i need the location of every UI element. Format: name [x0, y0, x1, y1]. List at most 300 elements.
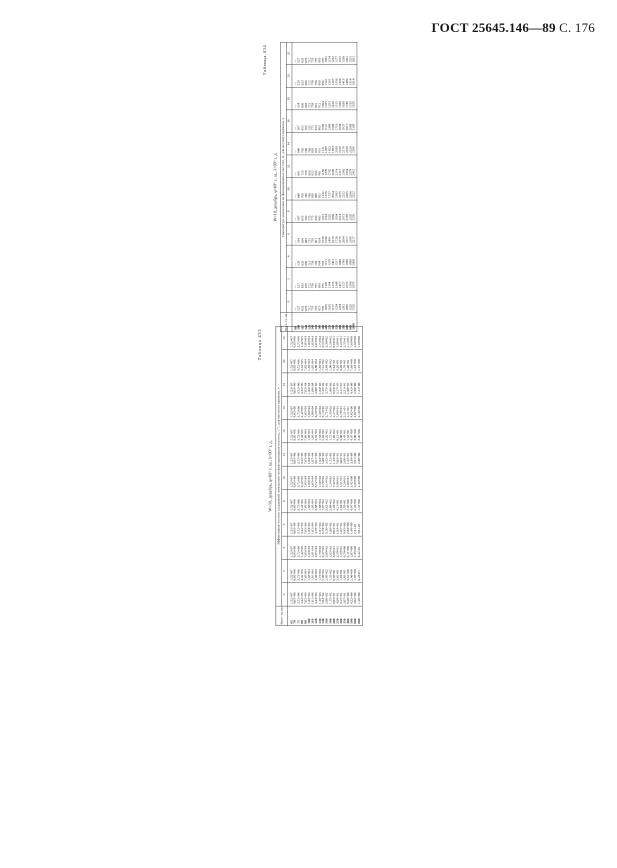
value-cell: 1,78+03	[318, 536, 322, 559]
value-cell: 3,42+05	[300, 443, 304, 466]
value-cell: 633	[301, 65, 304, 88]
value-cell: 655	[301, 200, 304, 223]
value-cell: 1194	[328, 268, 331, 291]
value-cell: 633	[301, 245, 304, 268]
value-cell: 3,23+03	[314, 396, 318, 419]
value-cell: 2230	[352, 200, 357, 223]
value-cell: 820	[314, 200, 317, 223]
value-cell: 2130	[338, 132, 341, 155]
height-cell: 75	[297, 606, 301, 626]
table-caption: Температура электронов на фиксированных высотах, К, для местного времени, ч	[280, 42, 286, 313]
time-column-header: 6	[282, 513, 288, 536]
value-cell: 3,61+03	[314, 443, 318, 466]
value-cell: 8,05+06	[293, 513, 297, 536]
value-cell: 2,90+00	[353, 373, 357, 396]
value-cell: 3,52+02	[325, 443, 329, 466]
value-cell: 1,83+04	[307, 396, 311, 419]
value-cell: 633	[301, 268, 304, 291]
value-cell: 4,26+01	[336, 350, 340, 373]
value-cell: 4,07+00	[350, 489, 354, 512]
value-cell: 1,49+03	[318, 396, 322, 419]
value-cell: 2038	[335, 132, 338, 155]
value-cell: 1,52+07	[288, 559, 294, 582]
value-cell: 1392	[342, 290, 345, 313]
value-cell: 9,05+01	[332, 583, 336, 606]
value-cell: 3,42+05	[300, 489, 304, 512]
value-cell: 1,52+07	[288, 396, 294, 419]
value-cell: 7,05+04	[304, 373, 308, 396]
value-cell: —	[292, 290, 297, 313]
value-cell: 4,11+00	[346, 536, 350, 559]
value-cell: 8,83+01	[332, 559, 336, 582]
height-column-header: Высо- та, км	[276, 606, 288, 626]
value-cell: 5,51+00	[346, 559, 350, 582]
value-cell: 1,58+01	[339, 536, 343, 559]
value-cell: 1,05+04	[311, 466, 315, 489]
value-cell: 2286	[349, 177, 352, 200]
value-cell: 3,78+03	[314, 513, 318, 536]
value-cell: 7,05+04	[304, 350, 308, 373]
value-cell: 1000	[321, 110, 324, 133]
value-cell: 3,72+06	[297, 420, 301, 443]
value-cell: 2,85+02	[325, 559, 329, 582]
value-cell: 1,52+07	[288, 489, 294, 512]
value-cell: 1806	[331, 200, 334, 223]
value-cell: 3,15+01	[339, 583, 343, 606]
value-cell: 1180	[321, 155, 324, 178]
value-cell: 679	[304, 42, 307, 65]
value-cell: 3,80+00	[353, 420, 357, 443]
time-column-header: 0	[282, 583, 288, 606]
value-cell: 1450	[345, 290, 348, 313]
value-cell: 1520	[349, 290, 352, 313]
value-cell: 1670	[352, 268, 357, 291]
value-cell: 2,86+00	[357, 443, 362, 466]
value-cell: 1586	[338, 87, 341, 110]
value-cell: 1,63+03	[318, 443, 322, 466]
value-cell: 2,60+00	[353, 326, 357, 349]
value-cell: 5,17+01	[336, 373, 340, 396]
value-cell: 567	[297, 200, 300, 223]
value-cell: 9,45+00	[343, 513, 347, 536]
value-cell: 3,88+03	[314, 489, 318, 512]
value-cell: 8,05+06	[293, 466, 297, 489]
value-cell: 993	[321, 245, 324, 268]
value-cell: 1,86+02	[329, 373, 333, 396]
value-cell: 2,86+02	[325, 583, 329, 606]
value-cell: 1,75+02	[329, 583, 333, 606]
value-cell: 8,42+00	[350, 373, 354, 396]
value-cell: 1,60+02	[329, 513, 333, 536]
value-cell: 1520	[352, 290, 357, 313]
value-cell: 1,52+07	[288, 420, 294, 443]
value-cell: 780	[307, 177, 310, 200]
value-cell: 740	[304, 177, 307, 200]
value-cell: 1,52+07	[288, 326, 294, 349]
value-cell: 900	[318, 65, 321, 88]
value-cell: 1,01+04	[311, 536, 315, 559]
value-cell: 1648	[338, 245, 341, 268]
value-cell: 1,33+02	[329, 396, 333, 419]
value-cell: 1491	[328, 223, 331, 246]
table-title: W=10, декабрь, φ=60° с. ш., λ=90° з. д.	[268, 440, 273, 512]
value-cell: 1,72+02	[329, 443, 333, 466]
value-cell: 7,35+02	[321, 373, 325, 396]
value-cell: 1121	[325, 110, 328, 133]
value-cell: 4,81-01	[357, 513, 362, 536]
value-cell: 1108	[328, 290, 331, 313]
value-cell: 1,06+04	[311, 396, 315, 419]
height-cell: 160	[318, 313, 321, 332]
value-cell: —	[292, 132, 297, 155]
value-cell: 7,05+04	[304, 513, 308, 536]
value-cell: 3,72+06	[297, 466, 301, 489]
value-cell: 756	[311, 65, 314, 88]
value-cell: 1,11+01	[346, 396, 350, 419]
time-column-header: 18	[282, 373, 288, 396]
value-cell: 5,14+02	[321, 396, 325, 419]
value-cell: 2235	[338, 177, 341, 200]
value-cell: 8,93+01	[332, 373, 336, 396]
value-cell: 1279	[328, 245, 331, 268]
value-cell: 1419	[342, 65, 345, 88]
value-cell: 3,72+06	[297, 326, 301, 349]
value-cell: 8,05+06	[293, 559, 297, 582]
value-cell: 795	[314, 42, 317, 65]
value-cell: 796	[314, 65, 317, 88]
value-cell: 679	[304, 290, 307, 313]
value-cell: 795	[314, 268, 317, 291]
value-cell: 1154	[328, 42, 331, 65]
value-cell: 1,70+01	[343, 350, 347, 373]
value-cell: 775	[311, 110, 314, 133]
value-cell: 1,84+01	[336, 513, 340, 536]
value-cell: 1015	[321, 200, 324, 223]
value-cell: 1234	[335, 290, 338, 313]
value-cell: 1312	[338, 42, 341, 65]
value-cell: 1,05+04	[311, 350, 315, 373]
value-cell: —	[292, 200, 297, 223]
value-cell: 2089	[331, 155, 334, 178]
time-column-header: 14	[286, 132, 292, 155]
value-cell: 1,52+07	[288, 583, 294, 606]
value-cell: 852	[311, 155, 314, 178]
height-cell: 600	[345, 313, 348, 332]
table-row	[352, 42, 357, 332]
value-cell: 1,65+02	[329, 536, 333, 559]
height-cell: 800	[357, 606, 362, 626]
value-cell: 1883	[331, 132, 334, 155]
value-cell: 1824	[338, 110, 341, 133]
value-cell: 2230	[349, 200, 352, 223]
height-cell: 180	[329, 606, 333, 626]
height-cell: 800	[349, 313, 352, 332]
value-cell: 853	[314, 132, 317, 155]
time-column-header: 14	[282, 420, 288, 443]
value-cell: 3,20+00	[357, 420, 362, 443]
value-cell: 2,59+01	[336, 536, 340, 559]
value-cell: 7,05+04	[304, 326, 308, 349]
table-label: Таблица 434	[262, 44, 268, 76]
value-cell: 1,68+00	[357, 326, 362, 349]
value-cell: 1570	[345, 268, 348, 291]
value-cell: —	[292, 87, 297, 110]
value-cell: 2,55+01	[343, 326, 347, 349]
value-cell: 1875	[338, 223, 341, 246]
value-cell: 3,14+02	[325, 466, 329, 489]
value-cell: 1934	[335, 200, 338, 223]
value-cell: 3,75+02	[325, 373, 329, 396]
height-cell: 90	[292, 313, 297, 332]
time-column-header: 10	[286, 177, 292, 200]
value-cell: 9,15+01	[336, 420, 340, 443]
page-header	[431, 20, 595, 36]
value-cell: 7,05+04	[304, 559, 308, 582]
value-cell: 9,78+00	[343, 536, 347, 559]
value-cell: 5,88+02	[321, 443, 325, 466]
value-cell: 1396	[338, 65, 341, 88]
value-cell: 1431	[345, 42, 348, 65]
value-cell: 700	[301, 132, 304, 155]
value-cell: 3,09+02	[325, 536, 329, 559]
height-cell: 300	[339, 606, 343, 626]
value-cell: 1729	[349, 87, 352, 110]
value-cell: 527	[297, 290, 300, 313]
value-cell: 3,42+05	[300, 420, 304, 443]
value-cell: 2,83+00	[353, 466, 357, 489]
value-cell: 7,35+00	[346, 489, 350, 512]
time-column-header: 2	[286, 268, 292, 291]
value-cell: 1,95+00	[353, 559, 357, 582]
time-column-header: 18	[286, 87, 292, 110]
value-cell: 961	[318, 155, 321, 178]
value-cell: 755	[311, 42, 314, 65]
value-cell: 3,11+01	[339, 373, 343, 396]
value-cell: 3,63+03	[314, 326, 318, 349]
time-column-header: 8	[282, 489, 288, 512]
value-cell: 3,52+03	[314, 420, 318, 443]
value-cell: 1336	[342, 42, 345, 65]
height-cell: 150	[314, 313, 317, 332]
value-cell: 9,03+01	[332, 513, 336, 536]
value-cell: 5,62+02	[321, 420, 325, 443]
value-cell: 7,69+00	[350, 350, 354, 373]
height-cell: 200	[332, 606, 336, 626]
value-cell: 931	[318, 132, 321, 155]
height-cell: 250	[336, 606, 340, 626]
value-cell: 1,20+02	[332, 489, 336, 512]
value-cell: 7,05+04	[304, 396, 308, 419]
value-cell: 820	[314, 110, 317, 133]
value-cell: 7,08+01	[336, 396, 340, 419]
height-cell: 65	[288, 606, 294, 626]
value-cell: 1151	[325, 245, 328, 268]
value-cell: 758	[311, 87, 314, 110]
time-column-header: 8	[286, 200, 292, 223]
value-cell: 1,52+07	[288, 466, 294, 489]
value-cell: 830	[311, 177, 314, 200]
value-cell: —	[292, 223, 297, 246]
value-cell: 3,42+05	[300, 350, 304, 373]
value-cell: 3,42+05	[300, 326, 304, 349]
value-cell: 700	[301, 177, 304, 200]
value-cell: 880	[314, 177, 317, 200]
value-cell: 8,05+06	[293, 326, 297, 349]
value-cell: 873	[318, 290, 321, 313]
value-cell: 755	[311, 290, 314, 313]
value-cell: 1527	[342, 268, 345, 291]
value-cell: 1277	[335, 42, 338, 65]
value-cell: 1737	[328, 177, 331, 200]
value-cell: 3,42+05	[300, 583, 304, 606]
value-cell: 1,83+04	[307, 420, 311, 443]
value-cell: 1,83+04	[307, 583, 311, 606]
value-cell: 2,83+00	[346, 513, 350, 536]
value-cell: 7,32+01	[332, 466, 336, 489]
height-cell: 200	[325, 313, 328, 332]
value-cell: 735	[307, 200, 310, 223]
value-cell: 3,42+05	[300, 396, 304, 419]
value-cell: 756	[311, 245, 314, 268]
height-cell: 140	[321, 606, 325, 626]
value-cell: 3,42+05	[300, 536, 304, 559]
value-cell: 3,42+05	[300, 559, 304, 582]
value-cell: 2004	[342, 223, 345, 246]
value-cell: 528	[297, 245, 300, 268]
value-cell: 9,20+00	[346, 583, 350, 606]
value-cell: 2109	[352, 110, 357, 133]
value-cell: 4,13+01	[336, 489, 340, 512]
value-cell: 7,05+04	[304, 536, 308, 559]
value-cell: 712	[307, 290, 310, 313]
value-cell: 1618	[331, 223, 334, 246]
value-cell: 712	[307, 268, 310, 291]
value-cell: 646	[297, 132, 300, 155]
value-cell: 1132	[321, 177, 324, 200]
height-cell: 100	[297, 313, 300, 332]
value-cell: 1,35+01	[346, 443, 350, 466]
value-cell: 830	[311, 132, 314, 155]
time-column-header: 16	[282, 396, 288, 419]
value-cell: —	[292, 268, 297, 291]
height-cell: 90	[304, 606, 308, 626]
value-cell: 1165	[325, 87, 328, 110]
value-cell: 1417	[338, 268, 341, 291]
data-table	[280, 42, 357, 332]
value-cell: 3,72+06	[297, 373, 301, 396]
value-cell: 3,02+00	[353, 396, 357, 419]
value-cell: 1631	[352, 42, 357, 65]
value-cell: 3,42+05	[300, 373, 304, 396]
value-cell: 683	[304, 223, 307, 246]
value-cell: 636	[301, 87, 304, 110]
value-cell: 715	[307, 87, 310, 110]
value-cell: 1,48+00	[350, 513, 354, 536]
value-cell: 863	[318, 110, 321, 133]
value-cell: 8,60+01	[332, 326, 336, 349]
value-cell: 795	[314, 290, 317, 313]
value-cell: 1,73+03	[318, 559, 322, 582]
value-cell: 5,90+01	[336, 466, 340, 489]
value-cell: 3,49+02	[325, 350, 329, 373]
value-cell: 1,58+03	[318, 420, 322, 443]
value-cell: —	[292, 245, 297, 268]
value-cell: 700	[304, 200, 307, 223]
value-cell: 1829	[352, 87, 357, 110]
time-column-header: 20	[282, 350, 288, 373]
value-cell: 3,72+06	[297, 536, 301, 559]
value-cell: 2072	[342, 200, 345, 223]
value-cell: 8,28-01	[357, 559, 362, 582]
value-cell: 1,01+04	[311, 559, 315, 582]
value-cell: 1,83+04	[307, 326, 311, 349]
value-cell: 1,52+07	[288, 350, 294, 373]
value-cell: 636	[301, 223, 304, 246]
value-cell: 7,05+04	[304, 583, 308, 606]
value-cell: 2317	[338, 155, 341, 178]
value-cell: 796	[314, 245, 317, 268]
value-cell: 683	[304, 87, 307, 110]
value-cell: 5,89+01	[336, 326, 340, 349]
table-435-block	[14, 326, 604, 626]
value-cell: 1368	[328, 110, 331, 133]
value-cell: 679	[304, 268, 307, 291]
value-cell: 2,20+02	[329, 326, 333, 349]
value-cell: 863	[318, 200, 321, 223]
value-cell: 1,47+00	[357, 489, 362, 512]
value-cell: 1081	[325, 42, 328, 65]
value-cell: 712	[307, 42, 310, 65]
value-cell: 700	[304, 110, 307, 133]
value-cell: 3,80+03	[314, 373, 318, 396]
value-cell: 904	[318, 245, 321, 268]
height-cell: 130	[318, 606, 322, 626]
value-cell: 1,66+02	[332, 420, 336, 443]
value-cell: 4,22+01	[339, 326, 343, 349]
value-cell: 893	[318, 42, 321, 65]
value-cell: 1520	[328, 200, 331, 223]
value-cell: 1517	[335, 245, 338, 268]
value-cell: 3,72+06	[297, 513, 301, 536]
value-cell: 633	[301, 42, 304, 65]
value-cell: 3,39+00	[350, 443, 354, 466]
value-cell: —	[292, 42, 297, 65]
value-cell: 1,83+03	[318, 373, 322, 396]
time-column-header: 22	[282, 326, 288, 349]
value-cell: 1201	[328, 65, 331, 88]
value-cell: 1596	[349, 268, 352, 291]
value-cell: 4,04+01	[339, 443, 343, 466]
height-cell: 600	[353, 606, 357, 626]
value-cell: 1,20+01	[343, 466, 347, 489]
value-cell: 1,52+07	[288, 536, 294, 559]
value-cell: 2214	[335, 155, 338, 178]
value-cell: 1,03+04	[311, 326, 315, 349]
value-cell: 3,01+01	[336, 559, 340, 582]
value-cell: 1,90+02	[329, 350, 333, 373]
value-cell: 3,62+02	[325, 489, 329, 512]
value-cell: 1,33+02	[332, 443, 336, 466]
value-cell: 3,52+03	[314, 466, 318, 489]
value-cell: 632	[301, 290, 304, 313]
value-cell: 3,80+03	[314, 350, 318, 373]
value-cell: 646	[297, 177, 300, 200]
height-cell: 70	[293, 606, 297, 626]
height-cell: 400	[338, 313, 341, 332]
value-cell: 7,07+02	[321, 489, 325, 512]
value-cell: 1969	[349, 245, 352, 268]
value-cell: 3,32+02	[325, 420, 329, 443]
